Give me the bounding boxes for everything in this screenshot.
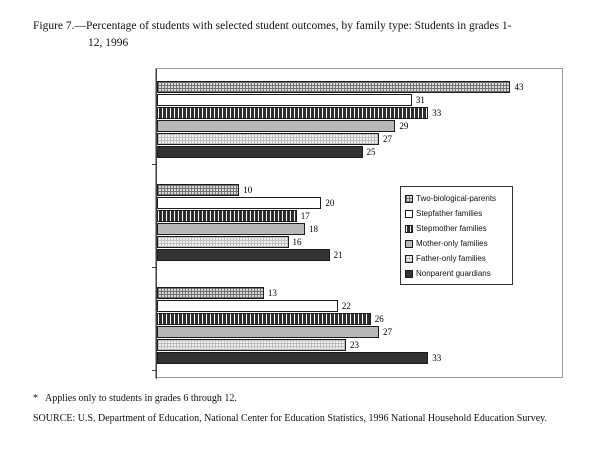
bar-group [157, 81, 562, 159]
legend-item[interactable] [405, 236, 509, 251]
legend-item-label: Two-biological-parents [416, 193, 497, 203]
bar-value-label: 31 [415, 95, 425, 105]
bar-value-label: 16 [292, 237, 302, 247]
bar-row [157, 287, 562, 299]
footnote [33, 392, 237, 406]
bar-nonparent-guardians[interactable] [157, 249, 330, 261]
chart-legend [400, 186, 513, 285]
legend-item[interactable] [405, 191, 509, 206]
legend-item[interactable] [405, 206, 509, 221]
bar-group [157, 287, 562, 365]
bar-value-label: 25 [366, 147, 376, 157]
bar-value-label: 17 [300, 211, 310, 221]
legend-swatch-icon [405, 195, 413, 203]
axis-tick [152, 164, 156, 165]
bar-value-label: 10 [243, 185, 253, 195]
legend-item[interactable] [405, 266, 509, 281]
axis-tick [152, 267, 156, 268]
bar-value-label: 27 [382, 134, 392, 144]
bar-nonparent-guardians[interactable] [157, 146, 363, 158]
legend-swatch-icon [405, 270, 413, 278]
bar-row [157, 133, 562, 145]
bar-value-label: 29 [399, 121, 409, 131]
source-note: SOURCE: U.S. Department of Education, National Center for Education Statistics, 1996 National Household Education Survey. [33, 413, 547, 424]
bar-stepfather-families[interactable] [157, 197, 321, 209]
bar-mother-only-families[interactable] [157, 223, 305, 235]
bar-row [157, 94, 562, 106]
bar-father-only-families[interactable] [157, 236, 289, 248]
legend-swatch-icon [405, 210, 413, 218]
bar-value-label: 27 [382, 327, 392, 337]
legend-swatch-icon [405, 225, 413, 233]
legend-swatch-icon [405, 240, 413, 248]
bar-value-label: 18 [308, 224, 318, 234]
bar-row [157, 339, 562, 351]
bar-row [157, 107, 562, 119]
axis-tick [152, 370, 156, 371]
figure-title-line-1: Figure 7.—Percentage of students with selected student outcomes, by family type: Students in grades 1- [33, 20, 512, 32]
bar-mother-only-families[interactable] [157, 120, 395, 132]
bar-row [157, 313, 562, 325]
bar-father-only-families[interactable] [157, 133, 379, 145]
bar-value-label: 22 [341, 301, 351, 311]
bar-value-label: 43 [514, 82, 524, 92]
legend-item-label: Stepfather families [416, 208, 483, 218]
bar-value-label: 26 [374, 314, 384, 324]
figure-title [33, 18, 573, 52]
figure-title-line-2: 12, 1996 [88, 37, 129, 49]
bar-nonparent-guardians[interactable] [157, 352, 428, 364]
legend-item[interactable] [405, 251, 509, 266]
bar-stepmother-families[interactable] [157, 210, 297, 222]
bar-value-label: 33 [432, 108, 442, 118]
legend-item[interactable] [405, 221, 509, 236]
bar-stepmother-families[interactable] [157, 107, 428, 119]
bar-row [157, 81, 562, 93]
footnote-text: Applies only to students in grades 6 through 12. [45, 393, 237, 404]
bar-value-label: 13 [267, 288, 277, 298]
bar-value-label: 20 [325, 198, 335, 208]
bar-father-only-families[interactable] [157, 339, 346, 351]
bar-row [157, 120, 562, 132]
legend-item-label: Nonparent guardians [416, 268, 491, 278]
bar-row [157, 146, 562, 158]
bar-stepfather-families[interactable] [157, 300, 338, 312]
bar-value-label: 33 [432, 353, 442, 363]
legend-item-label: Father-only families [416, 253, 486, 263]
bar-stepfather-families[interactable] [157, 94, 412, 106]
bar-two-biological-parents[interactable] [157, 287, 264, 299]
footnote-marker: * [33, 393, 38, 404]
legend-item-label: Stepmother families [416, 223, 487, 233]
bar-mother-only-families[interactable] [157, 326, 379, 338]
bar-row [157, 352, 562, 364]
bar-stepmother-families[interactable] [157, 313, 371, 325]
bar-row [157, 300, 562, 312]
bar-value-label: 23 [350, 340, 360, 350]
legend-item-label: Mother-only families [416, 238, 488, 248]
bar-value-label: 21 [333, 250, 343, 260]
bar-two-biological-parents[interactable] [157, 184, 239, 196]
bar-two-biological-parents[interactable] [157, 81, 510, 93]
legend-swatch-icon [405, 255, 413, 263]
bar-row [157, 326, 562, 338]
